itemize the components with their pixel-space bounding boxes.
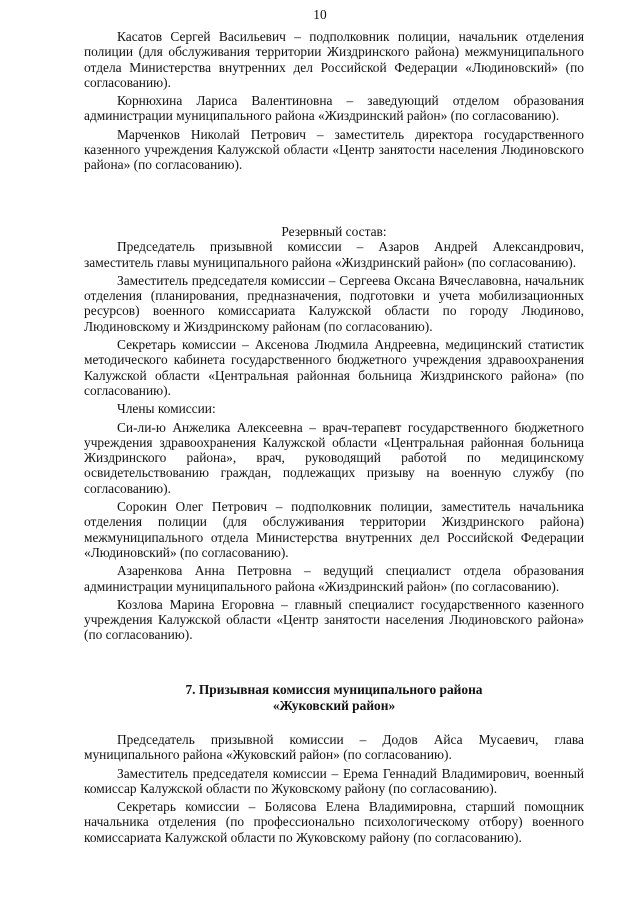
section-7-secretary: Секретарь комиссии – Болясова Елена Владимировна, старший помощник начальника отделения (по профессионально психологическому отбору) военного комиссариата Калужской области по Жуковскому району (по согласованию). [84,799,584,845]
reserve-chairman: Председатель призывной комиссии – Азаров Андрей Александрович, заместитель главы муниципального района «Жиздринский район» (по согласованию). [84,239,584,270]
reserve-secretary: Секретарь комиссии – Аксенова Людмила Андреевна, медицинский статистик методического кабинета государственного бюджетного учреждения здравоохранения Калужской области «Центральная районная больница Жиздринского района» (по согласованию). [84,337,584,398]
section-7-chairman: Председатель призывной комиссии – Додов Айса Мусаевич, глава муниципального района «Жуковский район» (по согласованию). [84,732,584,763]
main-members-tail [84,29,584,176]
reserve-member-azarenkova: Азаренкова Анна Петровна – ведущий специалист отдела образования администрации муниципального района «Жиздринский район» (по согласованию). [84,563,584,594]
reserve-title: Резервный состав: [281,224,387,239]
reserve-members-label: Члены комиссии: [117,401,216,417]
section-7-heading-line1: 7. Призывная комиссия муниципального района [185,682,483,697]
reserve-member-si-li-yu: Си-ли-ю Анжелика Алексеевна – врач-терапевт государственного бюджетного учреждения здравоохранения Калужской области «Центральная районная больница Жиздринского района», врач, руководящий работой по медицинскому освидетельствованию граждан, подлежащих призыву на военную службу (по согласованию). [84,419,584,496]
reserve-deputy: Заместитель председателя комиссии – Сергеева Оксана Вячеславовна, начальник отделения (планирования, предназначения, подготовки и учета мобилизационных ресурсов) военного комиссариата Калужской области по городу Людиново, Людиновскому и Жиздринскому районам (по согласованию). [84,272,584,334]
member-kornyukhina: Корнюхина Лариса Валентиновна – заведующий отделом образования администрации муниципального района «Жиздринский район» (по согласованию). [84,93,584,124]
reserve-section [84,224,584,646]
member-kasatov: Касатов Сергей Васильевич – подполковник полиции, начальник отделения полиции (для обслуживания территории Жиздринского района) межмуниципального отдела Министерства внутренних дел Российской Федерации «Людиновский» (по согласованию). [84,29,584,90]
reserve-member-sorokin: Сорокин Олег Петрович – подполковник полиции, заместитель начальника отделения полиции (для обслуживания территории Жиздринского района) межмуниципального отдела Министерства внутренних дел Российской Федерации «Людиновский» (по согласованию). [84,499,584,560]
page-number: 10 [313,7,327,22]
section-7 [84,682,584,848]
reserve-member-kozlova: Козлова Марина Егоровна – главный специалист государственного казенного учреждения Калужской области «Центр занятости населения Людиновского района» (по согласованию). [84,596,584,643]
section-7-heading-line2: «Жуковский район» [272,698,396,713]
member-marchenkov: Марченков Николай Петрович – заместитель директора государственного казенного учреждения Калужской области «Центр занятости населения Людиновского района» (по согласованию). [84,126,584,173]
section-7-deputy: Заместитель председателя комиссии – Ерема Геннадий Владимирович, военный комиссар Калужской области по Жуковскому району (по согласованию). [84,765,584,796]
